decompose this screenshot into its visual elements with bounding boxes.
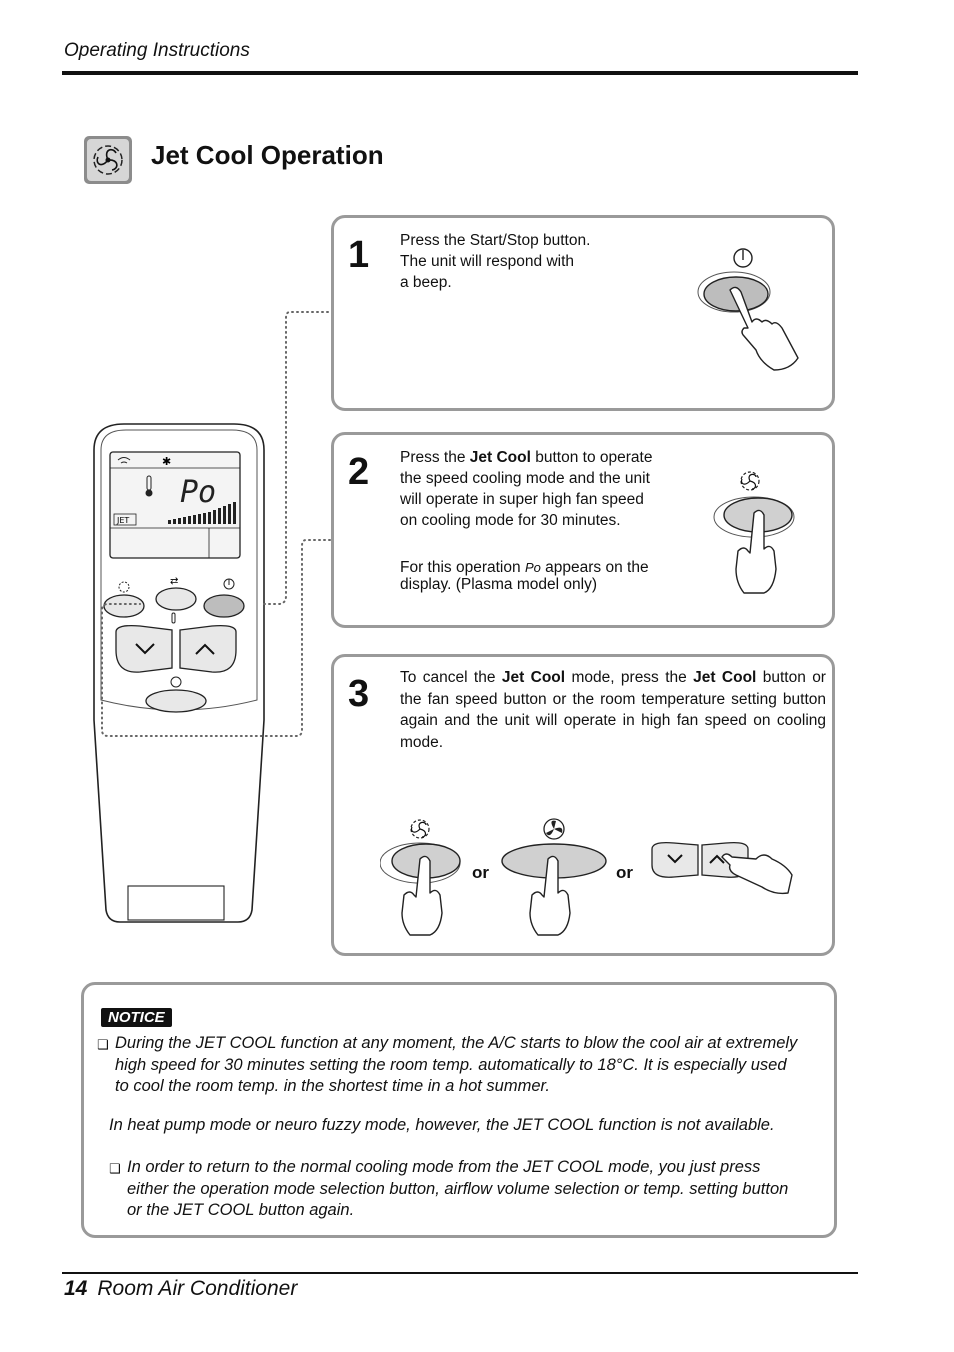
step-2-text: Press the Jet Cool button to operate the speed cooling mode and the unit will operate in super high fan speed on cooling mode for 30 minutes. — [400, 449, 653, 529]
header-rule — [62, 71, 858, 75]
step-1-text: Press the Start/Stop button. The unit will respond with a beep. — [400, 232, 591, 291]
step-1-box — [331, 215, 835, 411]
display-code: Po — [180, 475, 217, 510]
leader-lines — [100, 300, 340, 750]
step-2-number: 2 — [348, 451, 370, 493]
bullet-icon: ❑ — [109, 1161, 121, 1176]
bullet-icon: ❑ — [97, 1037, 109, 1052]
start-stop-button-illustration — [694, 242, 804, 382]
step-3-box — [331, 654, 835, 956]
page-number: 14 — [64, 1277, 88, 1300]
footer — [64, 1277, 297, 1301]
notice-badge: NOTICE — [101, 1008, 172, 1027]
step-1-number: 1 — [348, 234, 370, 276]
notice-paragraph-3: In order to return to the normal cooling mode from the JET COOL mode, you just press either the operation mode selection button, airflow volume selection or temp. setting button or the JET COOL button again. — [127, 1158, 789, 1219]
notice-paragraph-2: In heat pump mode or neuro fuzzy mode, however, the JET COOL function is not available. — [109, 1116, 775, 1134]
or-label-1: or — [472, 863, 489, 882]
notice-paragraph-1: During the JET COOL function at any moment, the A/C starts to blow the cool air at extremely high speed for 30 minutes setting the room temp. automatically to 18°C. It is especially used to cool the room temp. in the shortest time in a hot summer. — [115, 1034, 798, 1095]
jet-cool-icon — [83, 135, 133, 185]
fan-speed-button-illustration — [500, 813, 610, 943]
step-3-text: To cancel the Jet Cool mode, press the Jet Cool button or the fan speed button or the room temperature setting button again and the unit will operate in high fan speed on cooling mode. — [400, 669, 826, 751]
section-header: Operating Instructions — [64, 40, 250, 61]
footer-title: Room Air Conditioner — [97, 1277, 298, 1300]
svg-text:⇄: ⇄ — [170, 576, 179, 587]
step-3-number: 3 — [348, 673, 370, 715]
jet-cool-button-illustration-small — [380, 813, 470, 943]
step-2-box — [331, 432, 835, 628]
jet-label: JET — [117, 516, 130, 525]
page-title: Jet Cool Operation — [151, 140, 384, 170]
svg-text:✱: ✱ — [162, 455, 172, 468]
or-label-2: or — [616, 863, 633, 882]
jet-cool-button-illustration — [710, 463, 806, 603]
temperature-buttons-illustration — [644, 835, 794, 905]
notice-box — [81, 982, 837, 1238]
footer-rule — [62, 1272, 858, 1274]
step-2-note: For this operation Po appears on the display. (Plasma model only) — [400, 559, 649, 593]
